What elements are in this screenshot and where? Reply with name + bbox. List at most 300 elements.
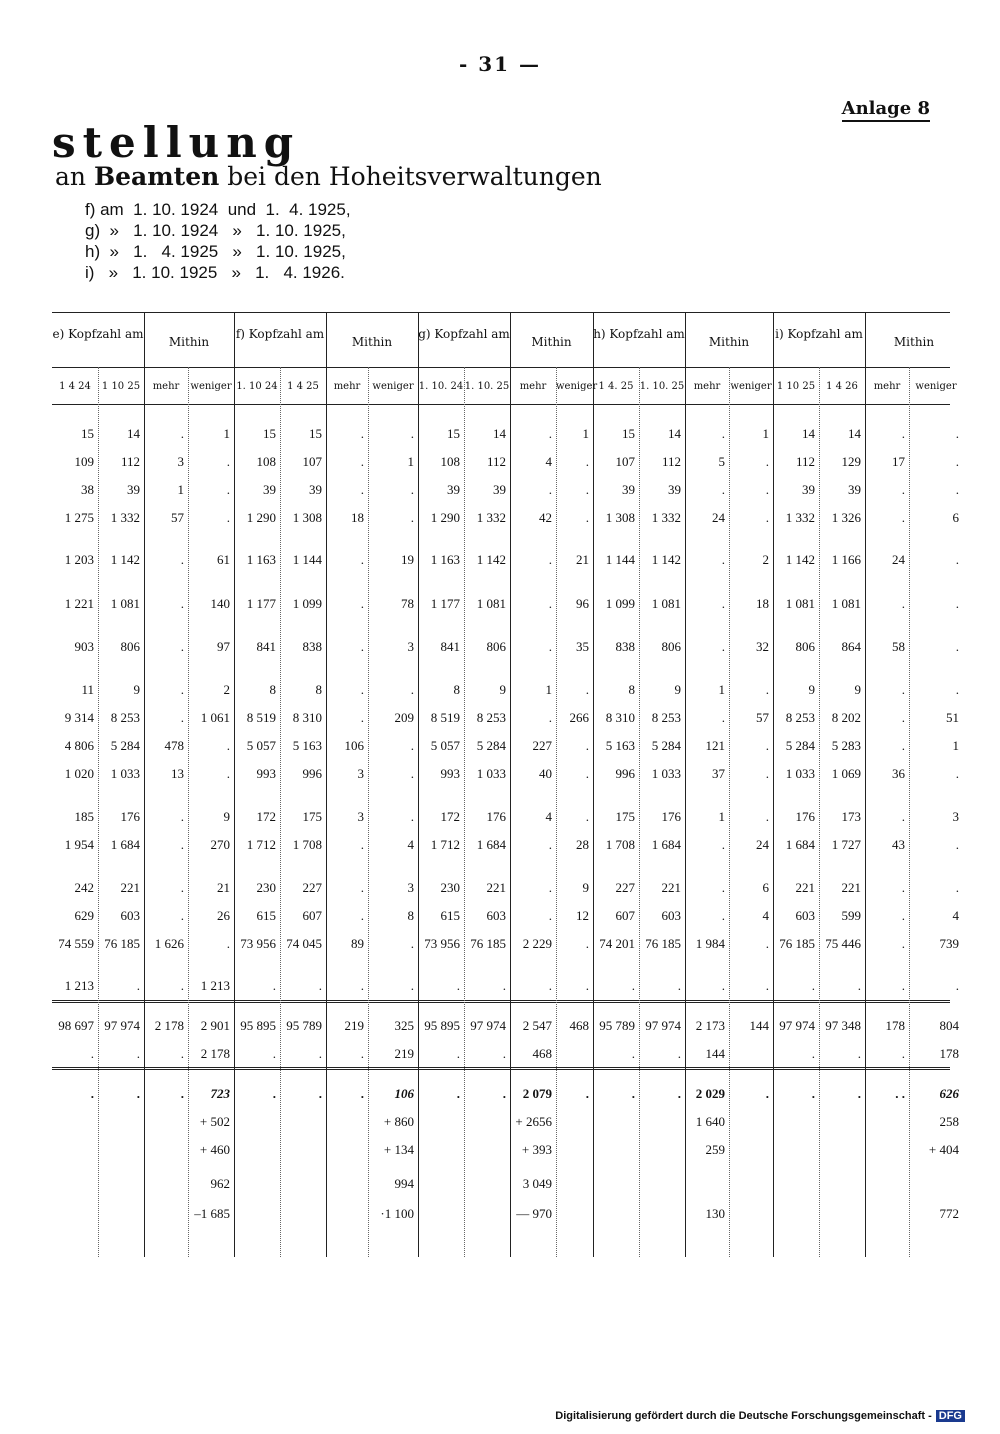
table-cell: 5 284 — [476, 738, 506, 753]
table-cell: 37 — [712, 766, 725, 781]
table-cell: . — [180, 426, 184, 441]
table-cell: 903 — [74, 639, 94, 654]
table-cell: 996 — [302, 766, 322, 781]
table-cell: . — [360, 1086, 364, 1101]
table-cell: . — [857, 978, 861, 993]
table-cell: . — [360, 596, 364, 611]
table-cell: 14 — [493, 426, 506, 441]
table-cell: 1 033 — [785, 766, 815, 781]
table-cell: . — [180, 908, 184, 923]
table-cell: 8 — [453, 682, 460, 697]
table-cell: 962 — [210, 1176, 230, 1191]
footer — [555, 1410, 965, 1422]
table-cell: 1 708 — [605, 837, 635, 852]
table-cell: 1 033 — [651, 766, 681, 781]
table-cell: 8 310 — [605, 710, 635, 725]
table-cell: 97 — [217, 639, 230, 654]
table-cell: 4 — [545, 809, 552, 824]
table-cell: 173 — [841, 809, 861, 824]
table-cell: 1 275 — [64, 510, 94, 525]
column-group-header: f) Kopfzahl am — [235, 327, 325, 341]
table-cell: . — [90, 1046, 94, 1061]
table-cell: 28 — [576, 837, 589, 852]
table-cell: . — [585, 682, 589, 697]
table-cell: . — [765, 936, 769, 951]
table-cell: 78 — [401, 596, 414, 611]
dfg-logo: DFG — [936, 1410, 965, 1422]
table-cell: 8 253 — [476, 710, 506, 725]
table-cell: 1 332 — [651, 510, 681, 525]
table-cell: 1 — [223, 426, 230, 441]
table-cell: . — [180, 809, 184, 824]
table-cell: 4 — [407, 837, 414, 852]
table-cell: 1 213 — [200, 978, 230, 993]
table-cell: . — [955, 639, 959, 654]
table-cell: 9 — [223, 809, 230, 824]
table-cell: 98 697 — [58, 1018, 94, 1033]
table-cell: 1 177 — [430, 596, 460, 611]
table-cell: . — [765, 682, 769, 697]
table-cell: 107 — [302, 454, 322, 469]
table-cell: 1 640 — [695, 1114, 725, 1129]
table-cell: . — [677, 1046, 681, 1061]
table-cell: 40 — [539, 766, 552, 781]
table-cell: 8 519 — [430, 710, 460, 725]
table-cell: 73 956 — [240, 936, 276, 951]
table-cell: . — [901, 908, 905, 923]
table-cell: 1 954 — [64, 837, 94, 852]
table-cell: 14 — [848, 426, 861, 441]
table-cell: . — [226, 510, 230, 525]
table-cell: 209 — [394, 710, 414, 725]
table-cell: . — [410, 936, 414, 951]
table-cell: 9 314 — [64, 710, 94, 725]
table-cell: 112 — [120, 454, 140, 469]
table-cell: 1 712 — [430, 837, 460, 852]
table-cell: . — [721, 880, 725, 895]
table-cell: . — [901, 809, 905, 824]
table-cell: 172 — [440, 809, 460, 824]
table-cell: 1 308 — [605, 510, 635, 525]
table-cell: 1 177 — [246, 596, 276, 611]
column-subheader: 1 10 25 — [101, 381, 141, 392]
table-cell: 39 — [802, 482, 815, 497]
table-cell: . — [955, 454, 959, 469]
table-cell: . — [721, 978, 725, 993]
column-subheader: 1. 10. 25 — [464, 381, 510, 392]
table-cell: . — [631, 978, 635, 993]
table-cell: 221 — [120, 880, 140, 895]
table-cell: 95 895 — [240, 1018, 276, 1033]
table-cell: 615 — [440, 908, 460, 923]
table-cell: 603 — [661, 908, 681, 923]
table-cell: 1 142 — [651, 552, 681, 567]
table-cell: 15 — [447, 426, 460, 441]
table-cell: 97 974 — [645, 1018, 681, 1033]
table-cell: . — [456, 1086, 460, 1101]
table-cell: 14 — [668, 426, 681, 441]
table-cell: . — [548, 908, 552, 923]
table-cell: 1 — [545, 682, 552, 697]
page-heading: stellung — [52, 118, 301, 167]
table-cell: . — [548, 978, 552, 993]
table-cell: 838 — [302, 639, 322, 654]
table-cell: 219 — [394, 1046, 414, 1061]
table-cell: . — [721, 639, 725, 654]
table-cell: 1 308 — [292, 510, 322, 525]
table-cell: . — [360, 552, 364, 567]
table-cell: . — [180, 1086, 184, 1101]
table-cell: . — [901, 510, 905, 525]
table-cell: 1 081 — [831, 596, 861, 611]
appendix-label: Anlage 8 — [842, 98, 930, 122]
table-cell: 18 — [351, 510, 364, 525]
table-cell: . — [410, 426, 414, 441]
subheading-rest: bei den Hoheitsverwaltungen — [227, 162, 602, 191]
table-cell: 3 — [357, 809, 364, 824]
table-cell: 140 — [210, 596, 230, 611]
table-cell: . — [585, 1086, 589, 1101]
table-cell: 230 — [440, 880, 460, 895]
table-cell: 9 — [674, 682, 681, 697]
table-cell: 43 — [892, 837, 905, 852]
column-subheader: weniger — [915, 381, 957, 392]
table-cell: . — [955, 766, 959, 781]
table-cell: 1 — [952, 738, 959, 753]
table-cell: 112 — [795, 454, 815, 469]
column-subheader: weniger — [190, 381, 232, 392]
table-cell: . — [765, 978, 769, 993]
table-cell: . — [136, 1046, 140, 1061]
column-subheader: weniger — [730, 381, 772, 392]
table-cell: . — [360, 682, 364, 697]
table-cell: . — [360, 454, 364, 469]
table-cell: 8 253 — [110, 710, 140, 725]
table-cell: 4 — [762, 908, 769, 923]
table-cell: 97 974 — [779, 1018, 815, 1033]
table-cell: + 404 — [928, 1142, 959, 1157]
table-cell: . — [955, 978, 959, 993]
table-cell: . — [318, 978, 322, 993]
table-cell: . — [721, 710, 725, 725]
table-cell: 175 — [615, 809, 635, 824]
table-cell: 1 332 — [476, 510, 506, 525]
table-cell: 478 — [164, 738, 184, 753]
table-cell: . — [585, 482, 589, 497]
page-subheading — [55, 162, 602, 191]
table-cell: . — [180, 978, 184, 993]
table-cell: 176 — [486, 809, 506, 824]
table-cell: 8 — [628, 682, 635, 697]
column-subheader: mehr — [693, 381, 721, 392]
table-cell: . — [180, 596, 184, 611]
table-cell: . — [955, 880, 959, 895]
table-cell: 1 332 — [785, 510, 815, 525]
table-cell: 5 284 — [110, 738, 140, 753]
table-cell: 1 163 — [246, 552, 276, 567]
table-cell: 2 178 — [154, 1018, 184, 1033]
table-cell: 12 — [576, 908, 589, 923]
table-cell: . — [765, 454, 769, 469]
table-cell: 1 166 — [831, 552, 861, 567]
table-cell: 1 020 — [64, 766, 94, 781]
table-cell: 3 — [407, 880, 414, 895]
table-cell: 1 708 — [292, 837, 322, 852]
table-cell: . — [631, 1046, 635, 1061]
table-cell: 1 — [407, 454, 414, 469]
table-cell: . — [721, 482, 725, 497]
table-cell: 1 213 — [64, 978, 94, 993]
table-cell: 806 — [661, 639, 681, 654]
table-cell: 6 — [952, 510, 959, 525]
column-subheader: weniger — [372, 381, 414, 392]
table-cell: 18 — [756, 596, 769, 611]
table-cell: . — [136, 978, 140, 993]
table-cell: 1 033 — [476, 766, 506, 781]
table-cell: 2 547 — [522, 1018, 552, 1033]
table-cell: 73 956 — [424, 936, 460, 951]
table-cell: . — [360, 639, 364, 654]
period-i: i) » 1. 10. 1925 » 1. 4. 1926. — [85, 263, 345, 282]
table-cell: . — [360, 482, 364, 497]
table-cell: 227 — [532, 738, 552, 753]
table-cell: 221 — [661, 880, 681, 895]
table-cell: 626 — [939, 1086, 959, 1101]
table-cell: 468 — [532, 1046, 552, 1061]
table-cell: 1 142 — [476, 552, 506, 567]
table-cell: . — [721, 837, 725, 852]
table-cell: 121 — [705, 738, 725, 753]
table-cell: . — [410, 682, 414, 697]
table-cell: . — [901, 710, 905, 725]
table-cell: 1 203 — [64, 552, 94, 567]
table-cell: . — [180, 639, 184, 654]
table-cell: 39 — [622, 482, 635, 497]
table-cell: . — [677, 978, 681, 993]
table-cell: 993 — [256, 766, 276, 781]
table-cell: . — [765, 738, 769, 753]
table-cell: . — [721, 908, 725, 923]
table-cell: . — [226, 766, 230, 781]
table-cell: . — [502, 1046, 506, 1061]
table-cell: 1 626 — [154, 936, 184, 951]
table-cell: . — [585, 936, 589, 951]
column-subheader: 1 4 26 — [826, 381, 858, 392]
table-cell: 19 — [401, 552, 414, 567]
table-cell: . — [765, 482, 769, 497]
table-cell: . — [456, 978, 460, 993]
table-cell: 97 974 — [470, 1018, 506, 1033]
table-cell: + 502 — [199, 1114, 230, 1129]
table-cell: . . — [895, 1086, 905, 1101]
table-cell: 996 — [615, 766, 635, 781]
column-subheader: 1 4 24 — [59, 381, 91, 392]
table-cell: 8 — [407, 908, 414, 923]
table-cell: . — [410, 978, 414, 993]
table-cell: 468 — [569, 1018, 589, 1033]
table-cell: 993 — [440, 766, 460, 781]
table-cell: 841 — [440, 639, 460, 654]
table-cell: 259 — [705, 1142, 725, 1157]
table-cell: . — [180, 710, 184, 725]
table-cell: . — [360, 710, 364, 725]
table-cell: . — [548, 710, 552, 725]
table-cell: 24 — [756, 837, 769, 852]
table-cell: 1 984 — [695, 936, 725, 951]
table-cell: 3 — [407, 639, 414, 654]
table-cell: . — [811, 1086, 815, 1101]
table-cell: . — [180, 682, 184, 697]
table-cell: 8 310 — [292, 710, 322, 725]
table-cell: . — [901, 426, 905, 441]
table-cell: 1 081 — [651, 596, 681, 611]
table-cell: 5 284 — [651, 738, 681, 753]
column-group-header: e) Kopfzahl am — [52, 327, 144, 341]
table-cell: ·1 100 — [380, 1206, 414, 1221]
table-cell: 629 — [74, 908, 94, 923]
table-cell: 21 — [576, 552, 589, 567]
table-cell: . — [360, 880, 364, 895]
table-cell: . — [857, 1046, 861, 1061]
table-cell: . — [721, 596, 725, 611]
table-cell: . — [548, 596, 552, 611]
column-subheader: mehr — [873, 381, 901, 392]
table-cell: 39 — [668, 482, 681, 497]
table-cell: . — [360, 426, 364, 441]
table-cell: 3 — [357, 766, 364, 781]
table-cell: 5 163 — [292, 738, 322, 753]
table-cell: 2 029 — [695, 1086, 725, 1101]
table-cell: 221 — [795, 880, 815, 895]
table-cell: . — [226, 738, 230, 753]
column-subheader: mehr — [519, 381, 547, 392]
staff-table — [52, 312, 959, 1257]
table-cell: . — [901, 738, 905, 753]
table-cell: 14 — [802, 426, 815, 441]
table-cell: 75 446 — [825, 936, 861, 951]
table-cell: . — [410, 766, 414, 781]
column-group-header: Mithin — [351, 335, 393, 349]
table-cell: . — [318, 1086, 322, 1101]
column-subheader: 1 4 25 — [287, 381, 319, 392]
table-cell: 227 — [615, 880, 635, 895]
table-cell: 9 — [133, 682, 140, 697]
table-cell: . — [180, 880, 184, 895]
table-cell: 1 — [718, 809, 725, 824]
table-cell: 1 221 — [64, 596, 94, 611]
table-rule — [52, 1000, 950, 1001]
column-group-header: i) Kopfzahl am — [775, 327, 863, 341]
table-cell: . — [360, 908, 364, 923]
table-cell: 994 — [394, 1176, 414, 1191]
table-cell: . — [272, 978, 276, 993]
table-cell: 9 — [582, 880, 589, 895]
table-cell: 57 — [171, 510, 184, 525]
table-cell: 5 — [718, 454, 725, 469]
table-cell: 15 — [81, 426, 94, 441]
table-cell: 5 057 — [430, 738, 460, 753]
table-cell: 806 — [120, 639, 140, 654]
period-g: g) » 1. 10. 1924 » 1. 10. 1925, — [85, 221, 346, 240]
table-cell: 39 — [127, 482, 140, 497]
table-cell: 185 — [74, 809, 94, 824]
table-cell: 1 684 — [651, 837, 681, 852]
period-f: f) am 1. 10. 1924 und 1. 4. 1925, — [85, 200, 351, 219]
table-cell: 95 789 — [286, 1018, 322, 1033]
column-subheader: mehr — [152, 381, 180, 392]
table-cell: 106 — [344, 738, 364, 753]
table-cell: . — [548, 482, 552, 497]
table-cell: 1 144 — [605, 552, 635, 567]
table-cell: 1 290 — [246, 510, 276, 525]
table-cell: . — [585, 766, 589, 781]
table-cell: . — [410, 482, 414, 497]
table-rule — [52, 367, 950, 368]
table-cell: 144 — [705, 1046, 725, 1061]
table-cell: 129 — [841, 454, 861, 469]
table-cell: 76 185 — [104, 936, 140, 951]
table-cell: + 860 — [383, 1114, 414, 1129]
table-cell: 13 — [171, 766, 184, 781]
table-cell: 1 069 — [831, 766, 861, 781]
column-subheader: 1 4. 25 — [598, 381, 634, 392]
table-cell: 39 — [447, 482, 460, 497]
table-cell: 5 163 — [605, 738, 635, 753]
table-cell: 1 — [177, 482, 184, 497]
table-rule — [52, 1067, 950, 1068]
table-cell: 112 — [661, 454, 681, 469]
table-cell: 8 253 — [785, 710, 815, 725]
table-cell: 9 — [499, 682, 506, 697]
table-cell: 599 — [841, 908, 861, 923]
table-cell: 108 — [440, 454, 460, 469]
table-cell: 1 142 — [785, 552, 815, 567]
table-cell: 108 — [256, 454, 276, 469]
table-cell: –1 685 — [194, 1206, 230, 1221]
table-cell: 61 — [217, 552, 230, 567]
table-cell: 176 — [795, 809, 815, 824]
table-cell: 176 — [661, 809, 681, 824]
table-cell: . — [502, 978, 506, 993]
column-group-header: Mithin — [893, 335, 935, 349]
table-cell: 838 — [615, 639, 635, 654]
table-cell: 1 081 — [476, 596, 506, 611]
table-cell: 24 — [712, 510, 725, 525]
table-cell: . — [180, 1046, 184, 1061]
table-cell: 5 057 — [246, 738, 276, 753]
table-cell: 4 — [952, 908, 959, 923]
table-cell: 8 519 — [246, 710, 276, 725]
table-cell: . — [226, 482, 230, 497]
table-cell: 219 — [344, 1018, 364, 1033]
table-cell: . — [585, 809, 589, 824]
table-cell: . — [360, 1046, 364, 1061]
column-group-header: Mithin — [531, 335, 572, 349]
table-cell: 15 — [263, 426, 276, 441]
table-cell: 864 — [841, 639, 861, 654]
table-cell: 1 061 — [200, 710, 230, 725]
table-cell: 57 — [756, 710, 769, 725]
table-cell: 51 — [946, 710, 959, 725]
table-cell: 270 — [210, 837, 230, 852]
table-rule — [52, 404, 950, 405]
column-subheader: 1. 10. 25 — [639, 381, 685, 392]
table-cell: 74 201 — [599, 936, 635, 951]
table-cell: 5 284 — [785, 738, 815, 753]
table-cell: 607 — [302, 908, 322, 923]
table-cell: 221 — [841, 880, 861, 895]
table-cell: . — [765, 1086, 769, 1101]
